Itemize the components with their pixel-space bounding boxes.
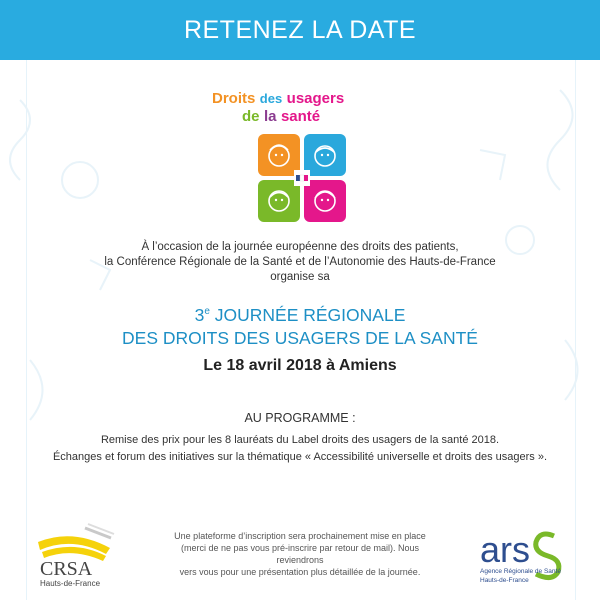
logo-word-des: des — [259, 91, 283, 106]
programme-heading: AU PROGRAMME : — [244, 411, 356, 425]
logo-word-de: de — [242, 108, 260, 125]
intro-line: la Conférence Régionale de la Santé et de l’Autonomie des Hauts-de-France — [104, 256, 496, 268]
event-title — [60, 300, 540, 350]
intro-text — [60, 240, 540, 285]
crsa-name: CRSA — [40, 558, 93, 580]
logo-word-sante: santé — [280, 108, 321, 125]
intro-line: À l’occasion de la journée européenne des droits des patients, — [141, 241, 459, 253]
event-title-line2: DES DROITS DES USAGERS DE LA SANTÉ — [122, 327, 478, 348]
registration-note — [160, 530, 440, 578]
programme-item: Remise des prix pour les 8 lauréats du Label droits des usagers de la santé 2018. — [100, 434, 500, 446]
event-number: 3 — [194, 304, 205, 325]
programme-item: Échanges et forum des initiatives sur la thématique « Accessibilité universelle et droits des usagers ». — [52, 451, 548, 463]
programme-list — [40, 432, 560, 466]
logo-word-droits: Droits — [212, 90, 256, 107]
event-date: Le 18 avril 2018 à Amiens — [203, 357, 397, 374]
logo-word-usagers: usagers — [286, 90, 345, 107]
crsa-subtitle: Hauts-de-France — [40, 579, 101, 588]
ars-subtitle-2: Hauts-de-France — [480, 577, 529, 584]
logo-word-la: la — [263, 108, 277, 125]
intro-line: organise sa — [270, 271, 330, 283]
header-title: RETENEZ LA DATE — [183, 15, 417, 44]
event-superscript: e — [204, 306, 210, 317]
note-line: (merci de ne pas vous pré-inscrire par retour de mail). Nous reviendrons — [180, 543, 420, 565]
header-banner — [0, 0, 600, 60]
logo-faces-icon — [256, 132, 348, 224]
note-line: vers vous pour une présentation plus détaillée de la journée. — [179, 567, 421, 577]
ars-subtitle-1: Agence Régionale de Santé — [480, 568, 561, 575]
logo-title — [200, 90, 400, 130]
event-title-line1: JOURNÉE RÉGIONALE — [209, 304, 406, 325]
note-line: Une plateforme d’inscription sera prochainement mise en place — [174, 531, 426, 541]
ars-name: ars — [480, 529, 531, 570]
